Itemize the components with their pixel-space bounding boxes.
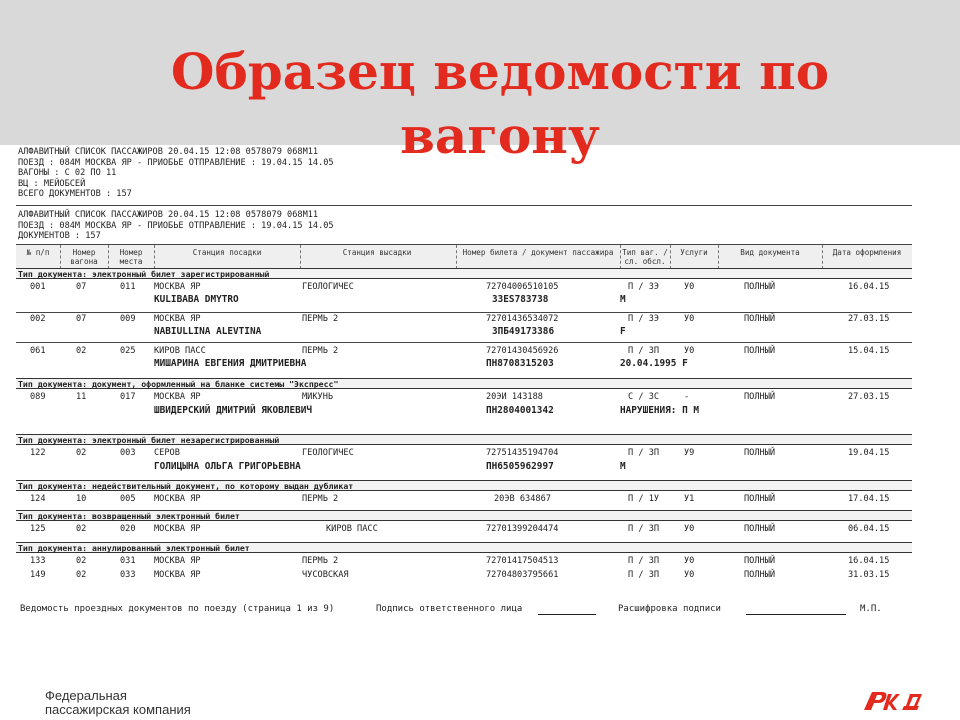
header-line: ВАГОНЫ : С 02 ПО 11 [18,168,117,178]
cell-num: 133 [30,556,46,566]
cell-passenger-name: KULIBABA DMYTRO [154,294,239,305]
cell-from: МОСКВА ЯР [154,494,201,504]
col-divider [670,245,671,269]
cell-from: МОСКВА ЯР [154,556,201,566]
cell-extra: F [620,326,626,337]
section-label: Тип документа: возвращенный электронный билет [16,510,912,521]
cell-doc-kind: ПОЛНЫЙ [744,392,776,402]
cell-to: ГЕОЛОГИЧЕС [302,282,354,292]
cell-seat: 033 [120,570,136,580]
cell-ticket: 72701399204474 [486,524,559,534]
cell-seat: 009 [120,314,136,324]
cell-date: 27.03.15 [848,314,890,324]
cell-num: 001 [30,282,46,292]
rzd-logo-icon [858,688,928,714]
col-doc-kind: Вид документа [740,248,800,257]
cell-date: 06.04.15 [848,524,890,534]
cell-num: 002 [30,314,46,324]
section-label: Тип документа: документ, оформленный на бланке системы "Экспресс" [16,378,912,389]
header-line: ПОЕЗД : 084М МОСКВА ЯР - ПРИОБЬЕ ОТПРАВЛЕНИЕ : 19.04.15 14.05 [18,157,334,168]
company-line-1: Федеральная [45,688,127,703]
cell-service: У0 [684,570,695,580]
col-from: Станция посадки [192,248,262,257]
company-name [45,689,191,717]
cell-seat: 025 [120,346,136,356]
cell-doc-kind: ПОЛНЫЙ [744,448,776,458]
cell-wagon: 02 [76,524,87,534]
cell-seat: 017 [120,392,136,402]
cell-extra: 20.04.1995 F [620,358,688,369]
cell-wagon: 07 [76,282,87,292]
header-block-1 [18,147,334,200]
cell-doc-kind: ПОЛНЫЙ [744,524,776,534]
footer-decoding-label: Расшифровка подписи [618,604,721,614]
col-wagon: Номер вагона [70,248,98,266]
cell-date: 15.04.15 [848,346,890,356]
cell-doc-kind: ПОЛНЫЙ [744,346,776,356]
cell-wagon: 02 [76,346,87,356]
row-separator [16,312,912,313]
cell-seat: 020 [120,524,136,534]
cell-service: У0 [684,556,695,566]
col-divider [822,245,823,269]
cell-wagon: 07 [76,314,87,324]
cell-from: МОСКВА ЯР [154,392,201,402]
cell-seat: 011 [120,282,136,292]
cell-wagon-type: П / 3П [628,570,660,580]
column-header-row [16,244,912,270]
cell-from: МОСКВА ЯР [154,282,201,292]
cell-service: У1 [684,494,695,504]
cell-from: МОСКВА ЯР [154,570,201,580]
cell-ticket: 72701436534072 [486,314,559,324]
cell-doc-kind: ПОЛНЫЙ [744,494,776,504]
cell-ticket: 20ЭВ 634867 [494,494,551,504]
cell-passport: 3ПБ49173386 [492,326,555,337]
col-date: Дата оформления [832,248,902,257]
cell-ticket: 72704803795661 [486,570,559,580]
footer-signature-label: Подпись ответственного лица [376,604,523,614]
slide-title-line2: вагону [400,106,600,165]
cell-date: 17.04.15 [848,494,890,504]
col-divider [60,245,61,269]
cell-passenger-name: МИШАРИНА ЕВГЕНИЯ ДМИТРИЕВНА [154,358,307,369]
cell-wagon: 11 [76,392,87,402]
col-seat: Номер места [119,248,143,266]
row-separator [16,342,912,343]
footer-sheet-label: Ведомость проездных документов по поезду (страница 1 из 9) [20,604,335,614]
header-line: ВСЕГО ДОКУМЕНТОВ : 157 [18,189,132,199]
header-line: АЛФАВИТНЫЙ СПИСОК ПАССАЖИРОВ 20.04.15 12:08 0578079 068М11 [18,210,319,220]
cell-wagon-type: П / 3П [628,556,660,566]
cell-doc-kind: ПОЛНЫЙ [744,282,776,292]
cell-from: МОСКВА ЯР [154,524,201,534]
cell-wagon-type: П / 1У [628,494,660,504]
cell-passport: ПН2804001342 [486,405,554,416]
cell-wagon-type: П / 3П [628,524,660,534]
section-label: Тип документа: электронный билет зарегистрированный [16,268,912,279]
header-line: ДОКУМЕНТОВ : 157 [18,231,101,241]
cell-service: У0 [684,524,695,534]
decoding-line [746,614,846,615]
col-service: Услуги [680,248,708,257]
cell-num: 122 [30,448,46,458]
col-ticket: Номер билета / документ пассажира [462,248,614,257]
col-divider [154,245,155,269]
cell-date: 19.04.15 [848,448,890,458]
cell-doc-kind: ПОЛНЫЙ [744,314,776,324]
cell-num: 125 [30,524,46,534]
cell-to: МИКУНЬ [302,392,334,402]
section-label: Тип документа: электронный билет незарегистрированный [16,434,912,445]
cell-wagon: 02 [76,570,87,580]
col-divider [300,245,301,269]
train-sheet-document [14,145,914,625]
cell-wagon-type: П / 3Э [628,282,660,292]
passenger-table [16,205,912,604]
cell-date: 31.03.15 [848,570,890,580]
col-divider [620,245,621,269]
cell-wagon-type: П / 3Э [628,314,660,324]
cell-doc-kind: ПОЛНЫЙ [744,556,776,566]
cell-extra: M [620,294,626,305]
header-block-2 [18,210,334,242]
cell-extra: НАРУШЕНИЯ: П М [620,405,700,416]
cell-num: 149 [30,570,46,580]
cell-service: У9 [684,448,695,458]
footer-stamp-label: М.П. [860,604,882,614]
company-line-2: пассажирская компания [45,702,191,717]
cell-ticket: 72701417504513 [486,556,559,566]
cell-num: 061 [30,346,46,356]
cell-num: 124 [30,494,46,504]
section-label: Тип документа: аннулированный электронный билет [16,542,912,553]
header-line: АЛФАВИТНЫЙ СПИСОК ПАССАЖИРОВ 20.04.15 12:08 0578079 068М11 [18,147,319,157]
cell-service: У0 [684,314,695,324]
cell-service: - [684,392,690,402]
section-label: Тип документа: недействительный документ, по которому выдан дубликат [16,480,912,491]
cell-wagon-type: С / 3С [628,392,660,402]
col-divider [108,245,109,269]
cell-ticket: 72704006510105 [486,282,559,292]
cell-to: ПЕРМЬ 2 [302,314,339,324]
cell-passport: ПН6505962997 [486,461,554,472]
col-wagon-type: Тип ваг. / сл. обсл. [622,248,668,266]
header-line: ВЦ : МЕЙОБСЕЙ [18,178,86,189]
cell-service: У0 [684,346,695,356]
col-to: Станция высадки [342,248,412,257]
cell-date: 16.04.15 [848,282,890,292]
cell-seat: 003 [120,448,136,458]
cell-doc-kind: ПОЛНЫЙ [744,570,776,580]
col-num: № п/п [26,248,50,257]
cell-to: ПЕРМЬ 2 [302,494,339,504]
cell-to: ПЕРМЬ 2 [302,556,339,566]
cell-service: У0 [684,282,695,292]
cell-ticket: 20ЭИ 143188 [486,392,543,402]
cell-wagon-type: П / 3П [628,448,660,458]
col-divider [456,245,457,269]
cell-passenger-name: ШВИДЕРСКИЙ ДМИТРИЙ ЯКОВЛЕВИЧ [154,405,313,416]
cell-passenger-name: ГОЛИЦЫНА ОЛЬГА ГРИГОРЬЕВНА [154,461,301,472]
cell-to: ГЕОЛОГИЧЕС [302,448,354,458]
cell-wagon: 10 [76,494,87,504]
cell-passenger-name: NABIULLINA ALEVTINA [154,326,262,337]
cell-date: 27.03.15 [848,392,890,402]
signature-line [538,614,596,615]
cell-ticket: 72701430456926 [486,346,559,356]
header-line: ПОЕЗД : 084М МОСКВА ЯР - ПРИОБЬЕ ОТПРАВЛЕНИЕ : 19.04.15 14.05 [18,220,334,231]
cell-to: КИРОВ ПАСС [326,524,378,534]
cell-wagon-type: П / 3П [628,346,660,356]
cell-from: МОСКВА ЯР [154,314,201,324]
cell-wagon: 02 [76,556,87,566]
cell-date: 16.04.15 [848,556,890,566]
cell-from: КИРОВ ПАСС [154,346,206,356]
cell-to: ПЕРМЬ 2 [302,346,339,356]
slide-title-line1: Образец ведомости по [170,42,830,101]
cell-ticket: 72751435194704 [486,448,559,458]
col-divider [718,245,719,269]
cell-passport: 33ES783738 [492,294,549,305]
cell-extra: M [620,461,626,472]
cell-seat: 005 [120,494,136,504]
cell-to: ЧУСОВСКАЯ [302,570,349,580]
cell-num: 089 [30,392,46,402]
cell-seat: 031 [120,556,136,566]
cell-from: СЕРОВ [154,448,180,458]
cell-passport: ПН8708315203 [486,358,554,369]
cell-wagon: 02 [76,448,87,458]
